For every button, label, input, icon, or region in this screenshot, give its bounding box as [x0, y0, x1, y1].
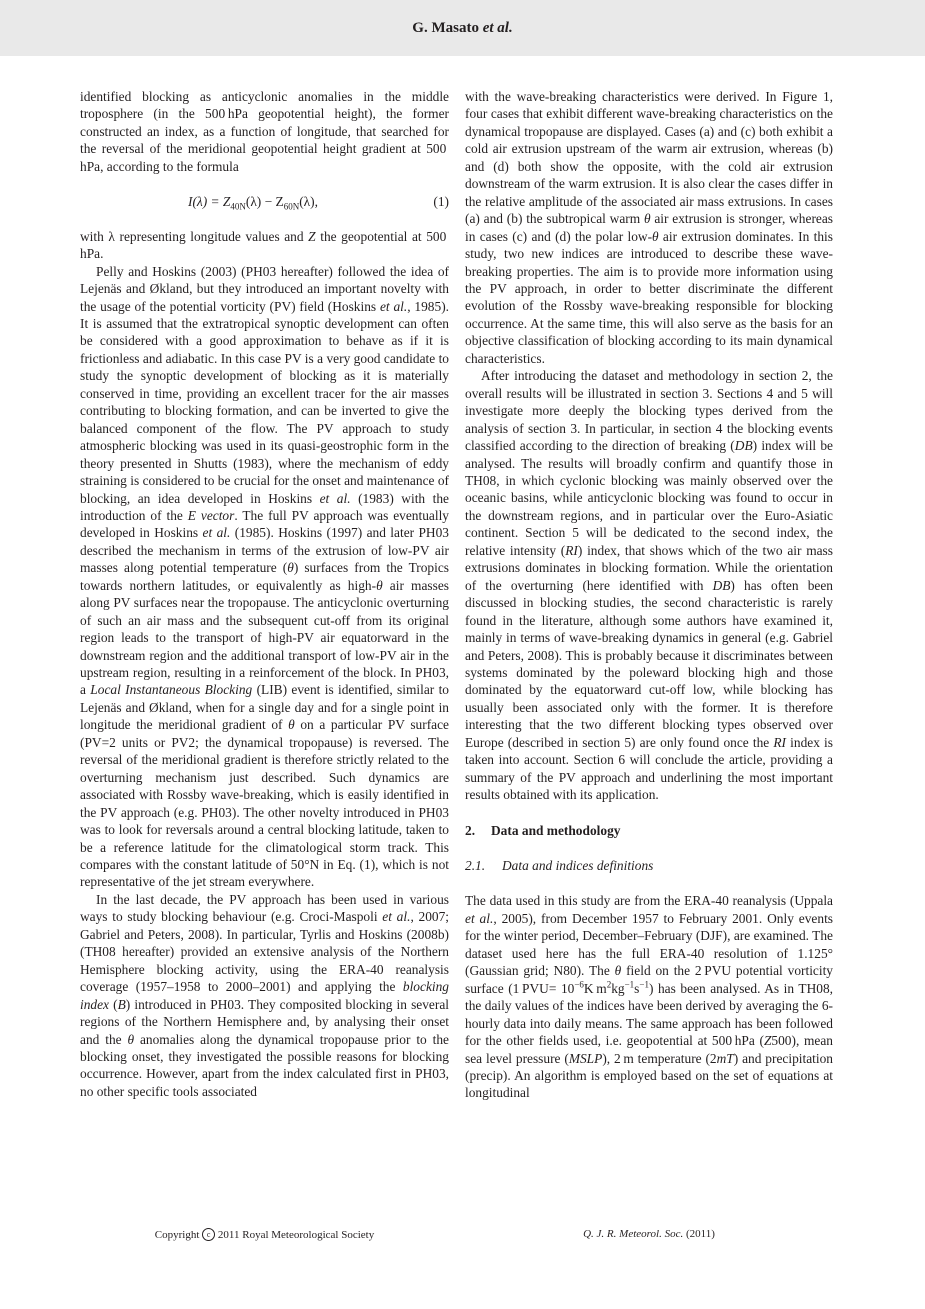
italic-run: DB: [734, 438, 753, 454]
right-column: [465, 88, 833, 1102]
italic-run: E vector: [187, 507, 235, 523]
superscript-run: −6: [574, 979, 584, 990]
italic-run: θ: [614, 963, 622, 979]
text-run: air masses along PV surfaces near the tropopause. The anticyclonic overturning of such an air mass and the subsequent cut-off from its original region leads to the transport of high-PV air equatorward in the downstream region and the additional transport of low-PV air in the upstream region, resulting in a reinforcement of the block. In PH03, a: [80, 577, 449, 698]
equation-expression: [188, 193, 318, 210]
copyright-holder: 2011 Royal Meteorological Society: [215, 1229, 375, 1241]
et-al: et al.: [482, 20, 513, 36]
text-run: on a particular PV surface (PV=2 units or PV2; the dynamical tropopause) is reversed. The reversal of the meridional gradient is therefore strictly related to the overturning mechanism just described. Such dynamics are associated with Rossby wave-breaking, which is easily identified in the PV approach (e.g. PH03). The other novelty introduced in PH03 was to look for reversals around a central blocking latitude, taken to be a reference latitude for the climatological storm track. This compares with the constant latitude of 50°N in Eq. (1), which is not representative of the jet stream everywhere.: [80, 717, 450, 890]
text-run: 500), mean sea level pressure (: [465, 1033, 833, 1066]
journal-year: (2011): [683, 1228, 715, 1240]
text-run: , 2007; Gabriel and Peters, 2008). In particular, Tyrlis and Hoskins (2008b) (TH08 hereafter) provided an extensive analysis of the Northern Hemisphere blocking activity, using the ERA-40 reanalysis coverage (1957–1958 to 2000–2001) and applying the: [80, 909, 450, 995]
italic-run: blocking index: [80, 979, 449, 1012]
subsection-title: Data and indices definitions: [502, 858, 654, 874]
italic-run: θ: [643, 211, 651, 227]
text-run: (LIB) event is identified, similar to Lejenäs and Økland, when for a single day and for a single point in longitude the meridional gradient of: [80, 682, 449, 733]
paragraph: [80, 88, 449, 175]
italic-run: RI: [565, 542, 578, 558]
paragraph: [80, 228, 449, 263]
text-run: ) and precipitation (precip). An algorithm is employed based on the set of equations at longitudinal: [465, 1050, 833, 1101]
copyright-prefix: Copyright: [154, 1229, 203, 1241]
italic-run: et al.: [379, 298, 408, 314]
subsection-heading: [465, 857, 833, 874]
italic-run: et al.: [319, 490, 351, 506]
subsection-number: 2.1.: [465, 858, 486, 874]
paragraph: [465, 367, 833, 803]
italic-run: Local Instantaneous Blocking: [90, 682, 253, 698]
text-run: ) index will be analysed. The results will broadly confirm and quantify those in TH08, in which cyclonic blocking was mainly observed over the oceanic basins, while anticyclonic blocking was found to occur in the downstream regions, and in particular over the Euro-Asiatic continent. Section 5 will be dedicated to the second index, the relative intensity (: [465, 438, 833, 558]
text-run: , 1985). It is assumed that the extratropical synoptic development can often be considered with a good approximation to behave as if it is frictionless and adiabatic. In this case PV is a very good candidate to study the synoptic development of blocking as it is materially conserved in time, providing an excellent tracer for the air masses contributing to blocking formation, and can be inverted to give the balanced component of the flow. The PV approach to study atmospheric blocking was used in its quasi-geostrophic form in the theory presented in Shutts (1983), where the mechanism of eddy straining is considered to be crucial for the onset and maintenance of blocking, an idea developed in Hoskins: [80, 298, 449, 506]
text-run: ) index, that shows which of the two air mass extrusions dominates in blocking formation. While the orientation of the overturning (here identified with: [465, 542, 833, 593]
eq-lhs: I(λ) = Z: [188, 194, 231, 210]
paragraph: [465, 892, 833, 1101]
paragraph: [80, 891, 449, 1100]
italic-run: θ: [652, 228, 659, 244]
text-run: ) introduced in PH03. They composited blocking in several regions of the Northern Hemisphere and, by analysing their onset and the: [80, 996, 449, 1047]
text-run: s: [634, 980, 640, 996]
eq-mid: (λ) − Z: [245, 194, 284, 210]
author-name: G. Masato: [412, 20, 483, 36]
equation-number: (1): [433, 194, 449, 210]
italic-run: Z: [308, 228, 316, 244]
text-run: After introducing the dataset and methodology in section 2, the overall results will be illustrated in section 3. Sections 4 and 5 will investigate more deeply the blocking types derived from the analysis of section 3. In particular, in section 4 the blocking events classified according to the direction of breaking (: [465, 368, 833, 454]
text-run: field on the 2 PVU potential vorticity surface (1 PVU= 10: [465, 963, 833, 996]
text-run: index is taken into account. Section 6 will conclude the article, providing a summary of the PV approach and underlining the most important results obtained with its application.: [465, 734, 833, 803]
italic-run: θ: [127, 1031, 135, 1047]
text-run: The data used in this study are from the ERA-40 reanalysis (Uppala: [465, 893, 833, 909]
text-run: (: [109, 996, 118, 1012]
text-run: Pelly and Hoskins (2003) (PH03 hereafter) followed the idea of Lejenäs and Økland, but they introduced an important novelty with the usage of the potential vorticity (PV) field (Hoskins: [80, 263, 449, 314]
running-header-authors: [0, 20, 925, 37]
journal-name: Q. J. R. Meteorol. Soc.: [583, 1228, 684, 1240]
superscript-run: −1: [639, 979, 649, 990]
text-run: air extrusion is stronger, whereas in cases (c) and (d) the polar low-: [465, 211, 833, 244]
italic-run: Z: [763, 1033, 772, 1049]
italic-run: θ: [288, 717, 295, 733]
superscript-run: 2: [606, 979, 612, 990]
running-header: [0, 0, 925, 56]
italic-run: et al.: [465, 910, 494, 926]
text-run: K m: [583, 980, 607, 996]
text-run: (1985). Hoskins (1997) and later PH03 described the mechanism in terms of the extrusion of low-PV air masses along potential temperature (: [80, 525, 449, 576]
text-run: kg: [611, 980, 625, 996]
text-run: ) has often been discussed in blocking studies, the second characteristic is rarely found in the literature, although some authors have examined it, mainly in terms of wave-breaking dynamics in general (e.g. Gabriel and Peters, 2008). This is probably because it discriminates between systems dominated by the poleward blocking high and those dominated by the equatorward cut-off low, while blocking has usually been associated only with the former. It is therefore interesting that the two different blocking types observed over Europe (described in section 5) are only found once the: [465, 577, 833, 750]
italic-run: et al.: [202, 525, 231, 541]
eq-rhs: (λ),: [299, 194, 318, 210]
text-run: the geopotential at 500 hPa.: [80, 228, 449, 262]
text-run: ), 2 m temperature (2: [602, 1050, 717, 1066]
superscript-run: −1: [624, 979, 635, 990]
copyright-icon: c: [202, 1228, 215, 1241]
text-run: anomalies along the dynamical tropopause prior to the blocking onset, they investigated the possible reasons for blocking occurrence. However, apart from the index calculated first in PH03, no other specific tools associated: [80, 1031, 449, 1099]
footer-journal: [465, 1228, 833, 1240]
text-run: with λ representing longitude values and: [80, 228, 309, 244]
italic-run: θ: [376, 577, 383, 593]
italic-run: mT: [716, 1050, 734, 1066]
text-run: (1983) with the introduction of the: [80, 490, 449, 523]
text-run: In the last decade, the PV approach has been used in various ways to study blocking behaviour (e.g. Croci-Maspoli: [80, 891, 449, 925]
text-run: ) surfaces from the Tropics towards northern latitudes, or equivalently as high-: [80, 560, 449, 593]
italic-run: DB: [712, 577, 731, 593]
eq-sub-40n: 40N: [230, 201, 246, 212]
section-title: Data and methodology: [491, 822, 621, 838]
italic-run: θ: [287, 560, 294, 576]
text-run: identified blocking as anticyclonic anomalies in the middle troposphere (in the 500 hPa geopotential height), the former constructed an index, as a function of longitude, that searched for the reversal of the meridional geopotential height gradient at 500 hPa, according to the formula: [80, 89, 449, 174]
text-run: , 2005), from December 1957 to February 2001. Only events for the winter period, December–February (DJF), are examined. The dataset used here has the full ERA-40 resolution of 1.125° (Gaussian grid; N80). The: [465, 910, 833, 979]
left-column: [80, 88, 449, 1100]
text-run: with the wave-breaking characteristics were derived. In Figure 1, four cases that exhibit different wave-breaking characteristics on the dynamical tropopause are displayed. Cases (a) and (c) both exhibit a cold air extrusion upstream of the warm air extrusion, whereas (b) and (d) both show the opposite, with the cold air extrusion downstream of the warm extrusion. It is also clear the cases differ in the relative amplitude of the associated air mass extrusions. In cases (a) and (b) the subtropical warm: [465, 89, 833, 227]
paragraph: [465, 88, 833, 367]
text-run: air extrusion dominates. In this study, two new indices are introduced to describe these wave-breaking properties. The aim is to provide more information using the PV approach, in order to better discriminate the different evolution of the Rossby wave-breaking responsible for blocking occurrence. At the same time, this will also serve as the basis for an objective classification of blocking according to its main dynamical characteristics.: [465, 228, 833, 366]
italic-run: et al.: [382, 909, 411, 925]
text-run: . The full PV approach was eventually developed in Hoskins: [80, 507, 449, 541]
eq-sub-60n: 60N: [283, 201, 300, 212]
footer-copyright: [80, 1228, 449, 1241]
section-heading: [465, 822, 833, 839]
text-run: ) has been analysed. As in TH08, the daily values of the indices have been derived by averaging the 6-hourly data into daily means. The same approach has been followed for the other fields used, i.e. geopotential at 500 hPa (: [465, 980, 833, 1049]
section-number: 2.: [465, 822, 476, 838]
paragraph: [80, 263, 449, 891]
equation-1: [80, 193, 449, 210]
italic-run: MSLP: [568, 1050, 603, 1066]
italic-run: RI: [773, 734, 787, 750]
italic-run: B: [117, 996, 126, 1012]
